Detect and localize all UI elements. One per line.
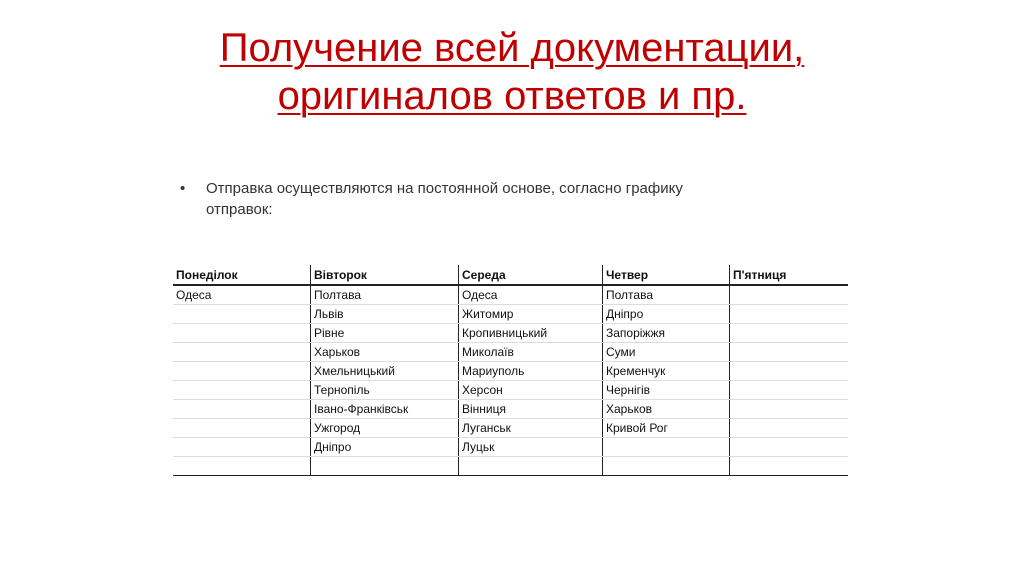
table-row <box>173 362 848 381</box>
schedule-table <box>173 265 848 476</box>
table-cell: Кропивницький <box>459 324 603 343</box>
table-row <box>173 457 848 476</box>
slide-title-line-1: Получение всей документации, <box>219 26 805 70</box>
table-cell: Запоріжжя <box>603 324 730 343</box>
table-cell: Хмельницький <box>311 362 459 381</box>
table-cell: Чернігів <box>603 381 730 400</box>
table-cell <box>173 343 311 362</box>
table-cell: Ужгород <box>311 419 459 438</box>
header-monday: Понеділок <box>173 265 311 285</box>
table-cell <box>730 457 849 476</box>
table-cell: Луганськ <box>459 419 603 438</box>
slide-title <box>0 24 1024 120</box>
table-row <box>173 285 848 305</box>
table-cell: Суми <box>603 343 730 362</box>
table-cell <box>730 305 849 324</box>
slide-title-line-2: оригиналов ответов и пр. <box>277 74 747 118</box>
table-cell: Дніпро <box>311 438 459 457</box>
table-cell <box>173 305 311 324</box>
table-row <box>173 381 848 400</box>
table-cell <box>173 381 311 400</box>
table-header-row <box>173 265 848 285</box>
table-cell: Дніпро <box>603 305 730 324</box>
table-cell <box>173 457 311 476</box>
table-cell <box>173 419 311 438</box>
table-cell: Луцьк <box>459 438 603 457</box>
table-cell: Львів <box>311 305 459 324</box>
table-cell: Полтава <box>311 285 459 305</box>
table-cell: Харьков <box>311 343 459 362</box>
table-cell: Миколаїв <box>459 343 603 362</box>
bullet-item <box>180 178 740 220</box>
table-cell <box>730 438 849 457</box>
table-cell <box>730 324 849 343</box>
bullet-dot-icon: • <box>180 180 186 197</box>
bullet-text: Отправка осуществляются на постоянной основе, согласно графику отправок: <box>206 180 683 218</box>
table-cell: Вінниця <box>459 400 603 419</box>
table-row <box>173 438 848 457</box>
table-cell: Херсон <box>459 381 603 400</box>
table-cell <box>603 457 730 476</box>
table-cell <box>173 438 311 457</box>
table-cell: Одеса <box>459 285 603 305</box>
table-cell <box>603 438 730 457</box>
table-cell: Одеса <box>173 285 311 305</box>
table-cell <box>730 343 849 362</box>
table-cell <box>173 362 311 381</box>
table-cell <box>730 362 849 381</box>
table-cell <box>173 400 311 419</box>
table-cell <box>173 324 311 343</box>
table-cell <box>459 457 603 476</box>
table-row <box>173 419 848 438</box>
table-cell <box>730 400 849 419</box>
header-tuesday: Вівторок <box>311 265 459 285</box>
table-cell: Рівне <box>311 324 459 343</box>
table-cell <box>730 419 849 438</box>
header-thursday: Четвер <box>603 265 730 285</box>
table-cell: Кременчук <box>603 362 730 381</box>
table-cell: Полтава <box>603 285 730 305</box>
table-row <box>173 324 848 343</box>
table-cell: Мариуполь <box>459 362 603 381</box>
table-cell: Кривой Рог <box>603 419 730 438</box>
header-wednesday: Середа <box>459 265 603 285</box>
table-cell <box>730 285 849 305</box>
table-row <box>173 305 848 324</box>
table-cell: Харьков <box>603 400 730 419</box>
table-row <box>173 343 848 362</box>
table-cell <box>311 457 459 476</box>
table-cell: Тернопіль <box>311 381 459 400</box>
table-row <box>173 400 848 419</box>
header-friday: П'ятниця <box>730 265 849 285</box>
table-cell: Івано-Франківськ <box>311 400 459 419</box>
table-cell: Житомир <box>459 305 603 324</box>
table-cell <box>730 381 849 400</box>
